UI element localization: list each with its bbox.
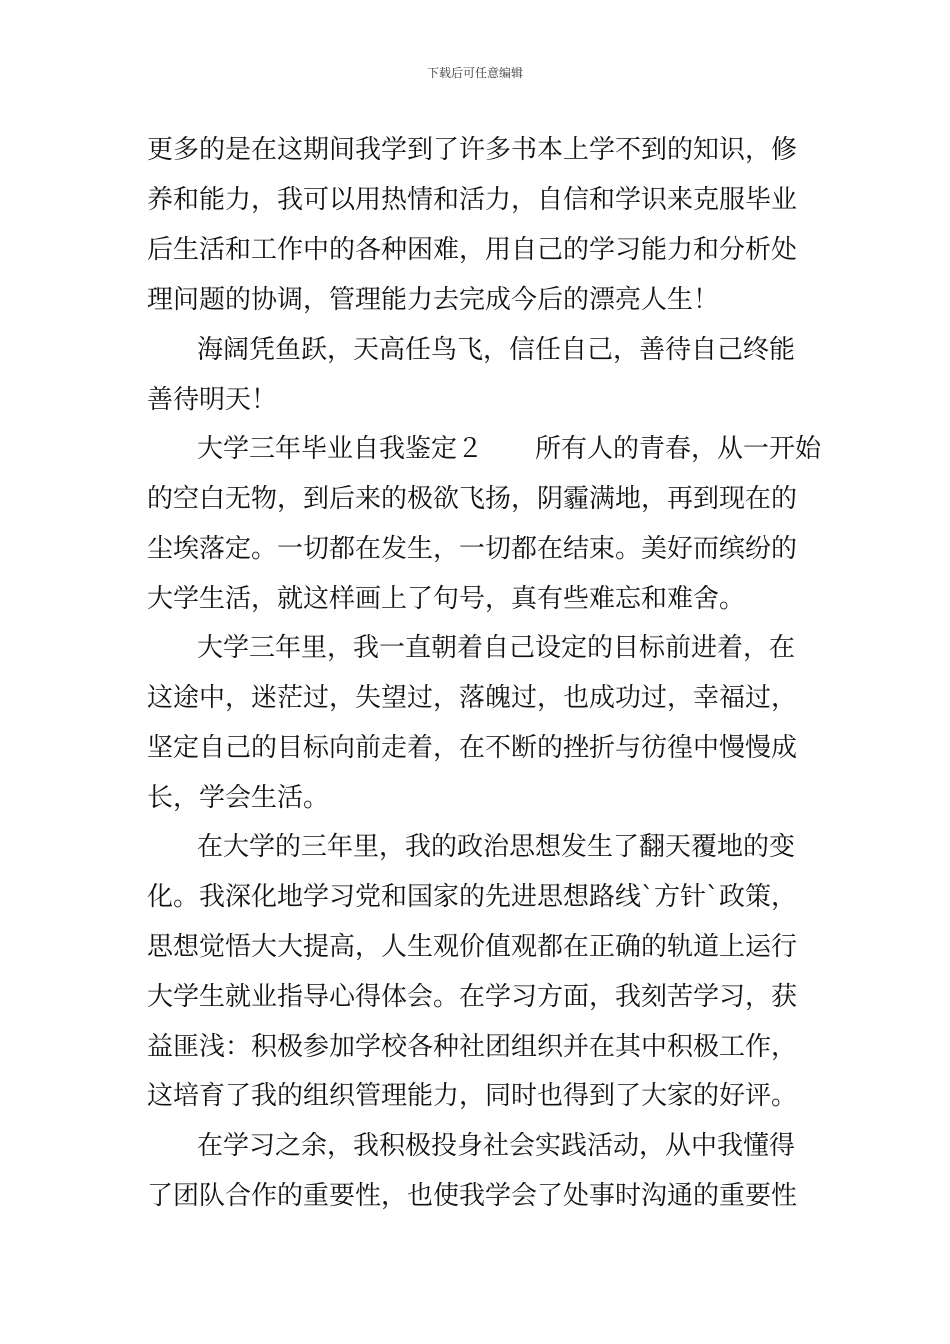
text-line: 的空白无物，到后来的极欲飞扬，阴霾满地，再到现在的 [147,484,798,514]
text-line: 理问题的协调，管理能力去完成今后的漂亮人生！ [147,285,720,315]
text-line: 在学习之余，我积极投身社会实践活动，从中我懂得 [197,1131,796,1161]
section-heading: 大学三年毕业自我鉴定２ [197,434,484,464]
text-line: 思想觉悟大大提高，人生观价值观都在正确的轨道上运行 [147,932,798,962]
text-line: 了团队合作的重要性，也使我学会了处事时沟通的重要性 [147,1181,798,1211]
text-line: 益匪浅：积极参加学校各种社团组织并在其中积极工作， [147,1032,798,1062]
text-line: 养和能力，我可以用热情和活力，自信和学识来克服毕业 [147,185,798,215]
text-span: 所有人的青春，从一开始 [535,434,822,464]
text-line: 大学生就业指导心得体会。在学习方面，我刻苦学习，获 [147,982,798,1012]
text-line: 海阔凭鱼跃，天高任鸟飞，信任自己，善待自己终能 [197,335,796,365]
text-line: 长，学会生活。 [147,783,330,813]
page-header: 下载后可任意编辑 [426,66,523,80]
text-line: 在大学的三年里，我的政治思想发生了翻天覆地的变 [197,832,796,862]
text-line: 尘埃落定。一切都在发生，一切都在结束。美好而缤纷的 [147,534,798,564]
text-line: 后生活和工作中的各种困难，用自己的学习能力和分析处 [147,235,798,265]
text-line: 更多的是在这期间我学到了许多书本上学不到的知识，修 [147,135,798,165]
text-line: 坚定自己的目标向前走着，在不断的挫折与彷徨中慢慢成 [147,733,798,763]
text-line: 这途中，迷茫过，失望过，落魄过，也成功过，幸福过， [147,683,798,713]
text-line: 善待明天！ [147,385,278,415]
section-heading-line [197,432,867,466]
text-line: 大学三年里，我一直朝着自己设定的目标前进着，在 [197,633,796,663]
text-line: 大学生活，就这样画上了句号，真有些难忘和难舍。 [147,584,746,614]
text-line: 这培育了我的组织管理能力，同时也得到了大家的好评。 [147,1081,798,1111]
text-line: 化。我深化地学习党和国家的先进思想路线`方针`政策， [147,882,798,912]
